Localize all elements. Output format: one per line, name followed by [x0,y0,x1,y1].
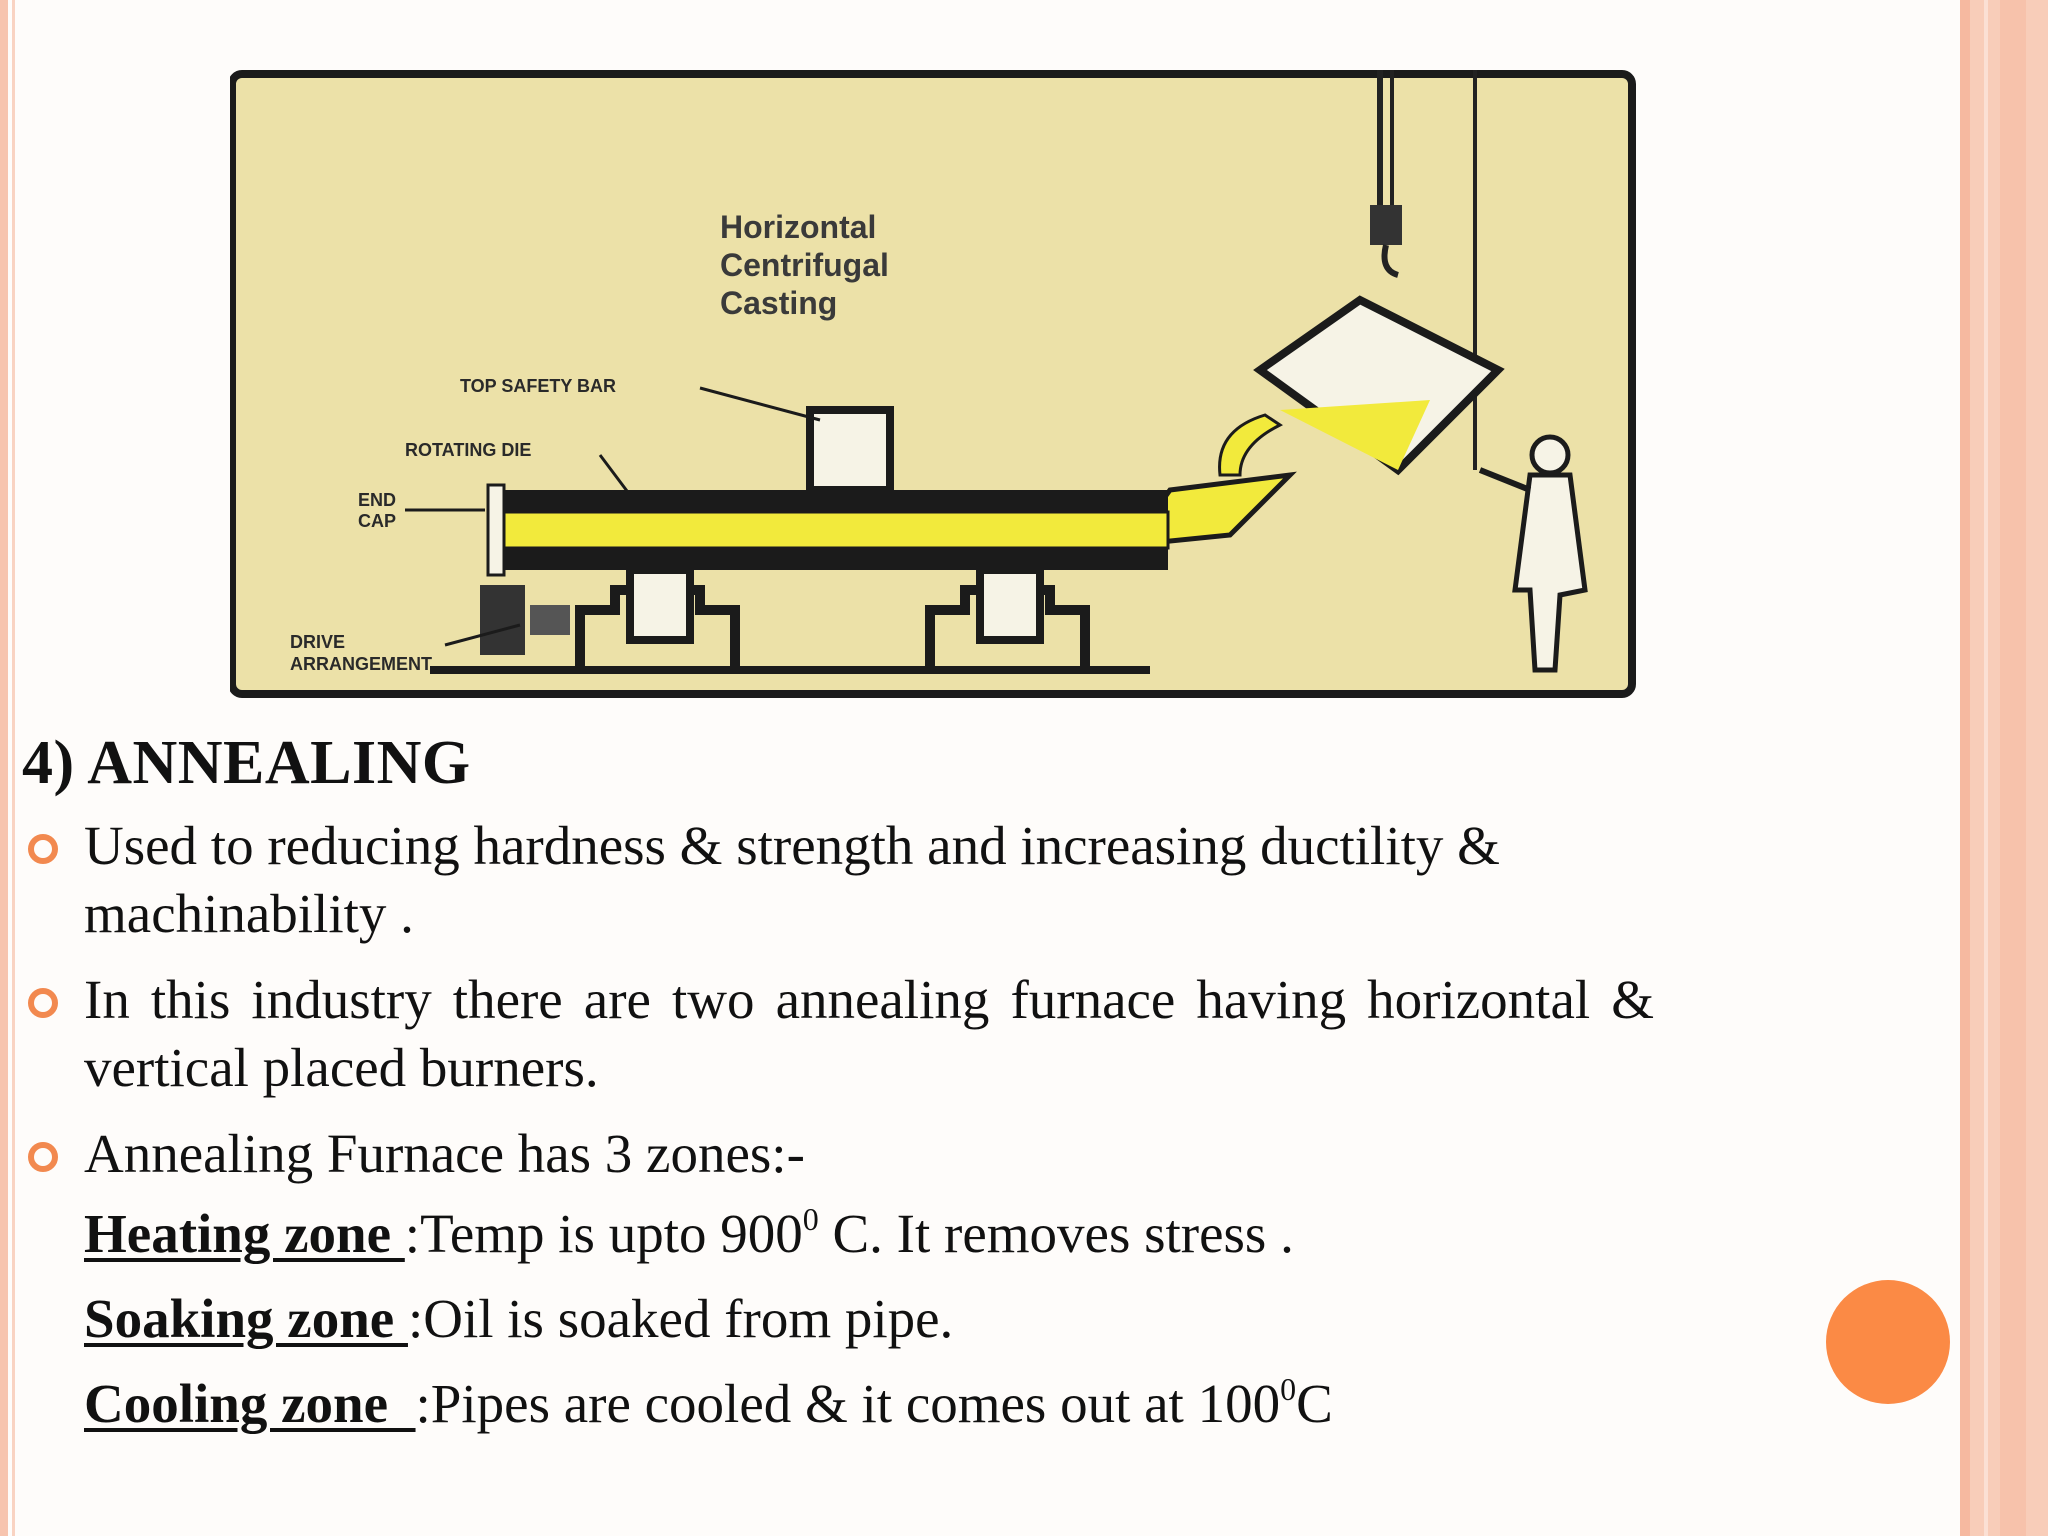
bullet-text: In this industry there are two annealing furnace having horizontal & vertical placed burners. [84,969,1654,1098]
zone-cooling [84,1370,1333,1438]
zone-desc: :Pipes are cooled & it comes out at 100 [415,1373,1281,1434]
bullet-item [24,812,1654,948]
label-end: END [358,490,397,510]
top-safety-bar [810,410,890,490]
label-rotating-die: ROTATING DIE [405,440,532,460]
zone-soaking [84,1285,1333,1353]
zone-name: Heating zone [84,1203,405,1264]
right-border-decoration [1960,0,2048,1536]
zone-list [84,1200,1333,1455]
label-top-safety-bar: TOP SAFETY BAR [460,376,617,396]
zone-superscript: 0 [802,1201,819,1237]
rotating-die-bottom [488,548,1168,570]
roller-2 [980,570,1040,640]
end-cap [488,485,504,575]
drive-motor [480,585,525,655]
molten-metal-in-die [488,512,1168,548]
figure-caption-line-2: Centrifugal [720,247,889,283]
zone-superscript: 0 [1280,1371,1297,1407]
zone-desc-end: C. It removes stress . [818,1203,1294,1264]
drive-coupling [530,605,570,635]
left-border-decoration [0,0,8,1536]
bullet-marker-icon [28,834,58,864]
label-drive: DRIVE [290,632,346,652]
zone-desc: :Temp is upto 900 [404,1203,803,1264]
worker-head [1532,437,1568,473]
bullet-item [24,1120,1654,1188]
zone-name: Soaking zone [84,1288,408,1349]
orange-circle-decoration [1826,1280,1950,1404]
bullet-marker-icon [28,1142,58,1172]
bullet-marker-icon [28,988,58,1018]
figure-caption-line-1: Horizontal [720,209,877,245]
bullet-text: Annealing Furnace has 3 zones:- [84,1123,805,1184]
label-arrangement: ARRANGEMENT [290,654,432,674]
centrifugal-casting-figure [230,70,1670,710]
figure-caption-line-3: Casting [720,285,838,321]
bullet-text: Used to reducing hardness & strength and increasing ductility & machinability . [84,815,1500,944]
casting-diagram [230,70,1670,710]
section-heading: 4) ANNEALING [22,729,471,797]
zone-desc: :Oil is soaked from pipe. [407,1288,954,1349]
zone-name: Cooling zone [84,1373,416,1434]
crane-hook-block [1370,205,1402,245]
label-cap: CAP [358,511,397,531]
bullet-list [24,812,1654,1206]
zone-desc-end: C [1296,1373,1333,1434]
left-border-line [12,0,15,1536]
bullet-item [24,966,1654,1102]
zone-heating [84,1200,1333,1268]
roller-1 [630,570,690,640]
